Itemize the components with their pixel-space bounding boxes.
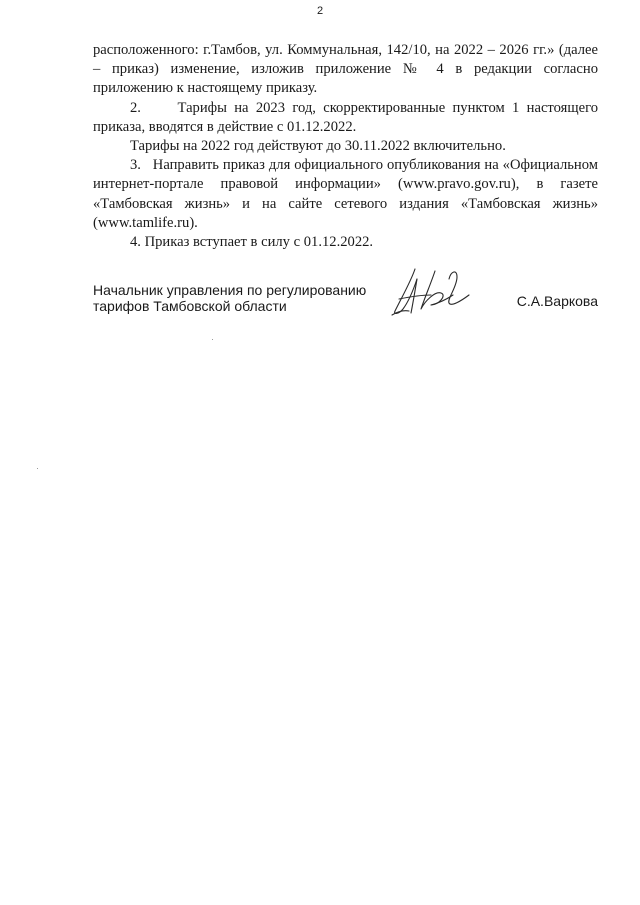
signer-name: С.А.Варкова: [516, 293, 598, 309]
paragraph-item-3: 3. Направить приказ для официального опубликования на «Официальном интернет-портале правовой информации» (www.pravo.gov.ru), в газете «Тамбовская жизнь» и на сайте сетевого издания «Тамбовская жизнь» (www.tamlife.ru).: [93, 157, 598, 231]
handwritten-signature-icon: [391, 265, 471, 317]
scan-speck: [37, 468, 38, 469]
signer-position-line-2: тарифов Тамбовской области: [93, 298, 287, 314]
signature-block: [93, 282, 598, 332]
scan-speck: [212, 339, 213, 340]
paragraph-item-2: 2. Тарифы на 2023 год, скорректированные пунктом 1 настоящего приказа, вводятся в действие с 01.12.2022.: [93, 99, 598, 135]
paragraph-item-4: 4. Приказ вступает в силу с 01.12.2022.: [130, 234, 374, 251]
paragraph-tariffs-2022: Тарифы на 2022 год действуют до 30.11.2022 включительно.: [130, 138, 506, 155]
document-body: [93, 41, 598, 252]
signer-position: [93, 282, 383, 314]
paragraph-continuation: расположенного: г.Тамбов, ул. Коммунальная, 142/10, на 2022 – 2026 гг.» (далее – приказ) изменение, изложив приложение № 4 в редакции согласно приложению к настоящему приказу.: [93, 42, 598, 97]
signer-position-line-1: Начальник управления по регулированию: [93, 282, 367, 298]
page-number: 2: [316, 5, 324, 17]
